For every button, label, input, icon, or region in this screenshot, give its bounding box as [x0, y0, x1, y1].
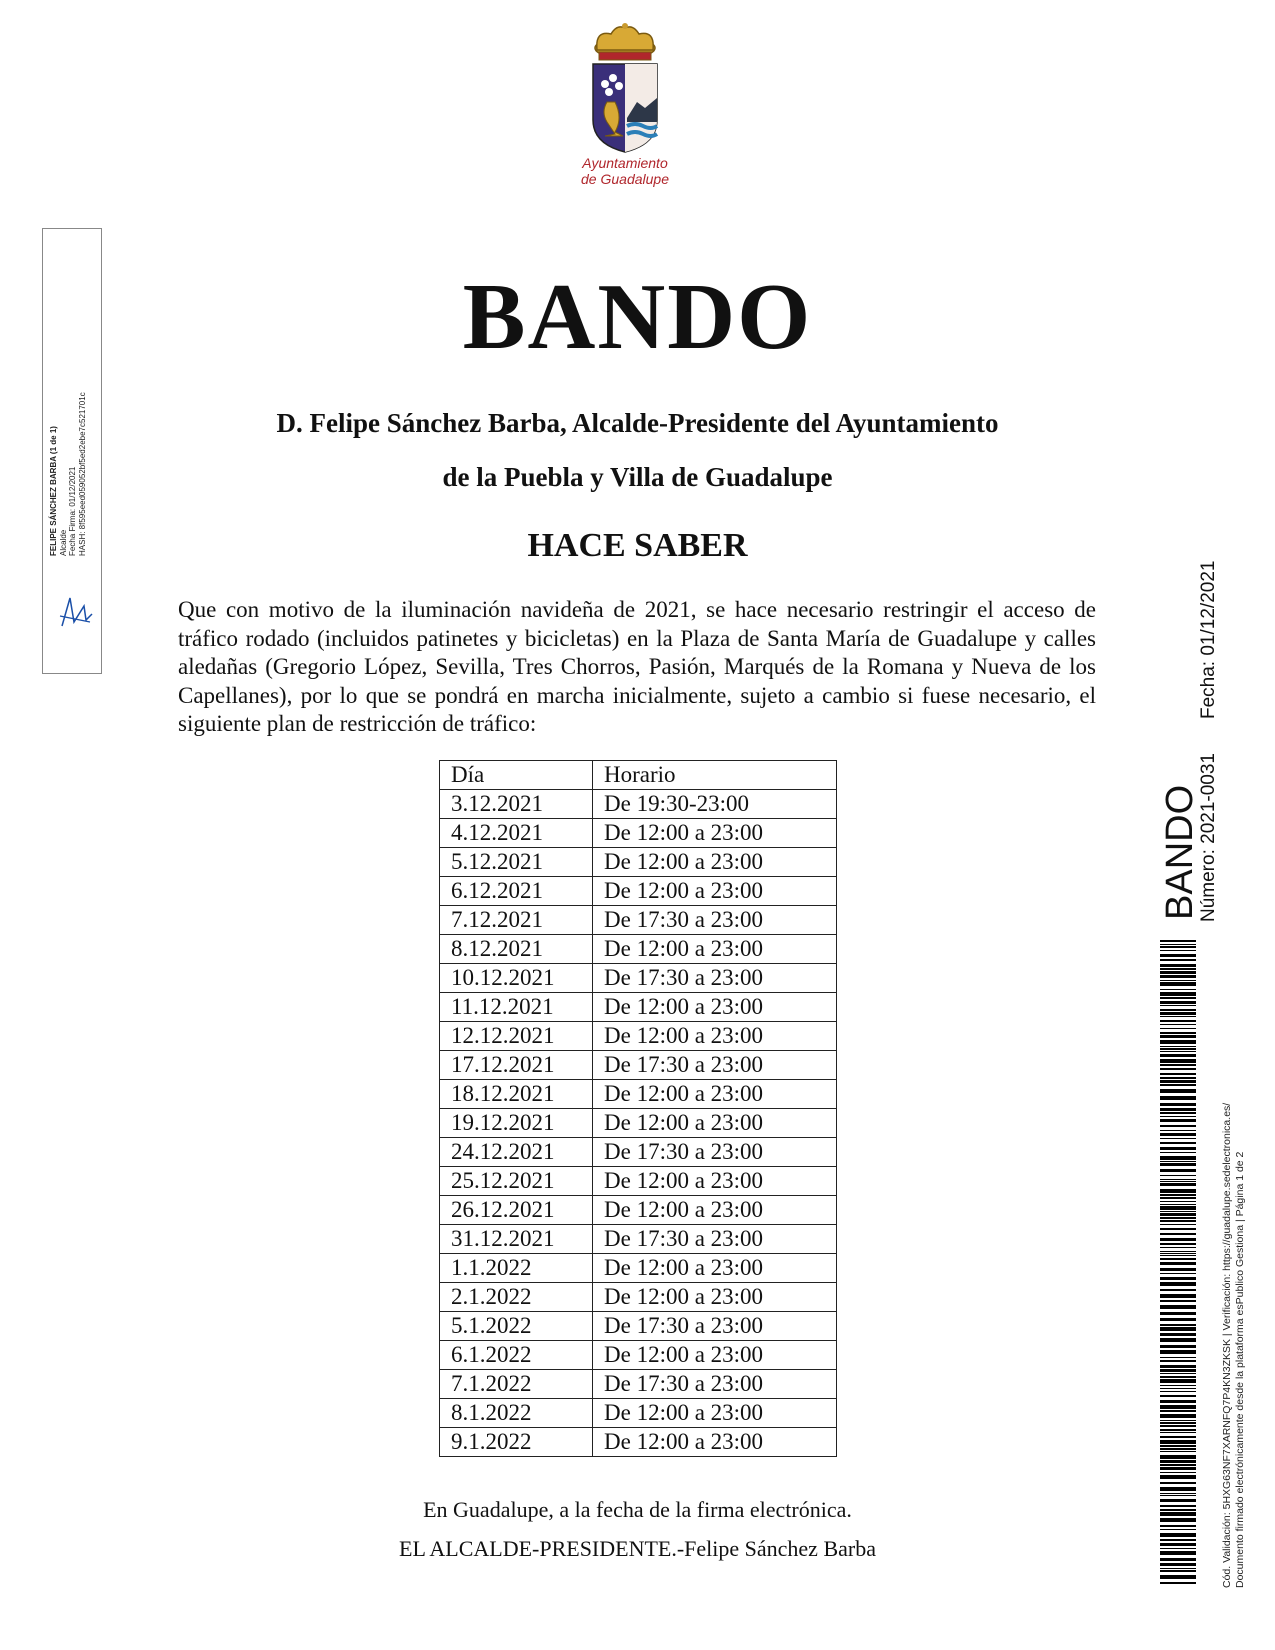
cell-day: 4.12.2021	[440, 819, 593, 848]
cell-schedule: De 12:00 a 23:00	[593, 935, 837, 964]
barcode-bar	[1160, 1152, 1196, 1153]
barcode-bar	[1160, 1543, 1196, 1546]
table-row	[440, 1370, 837, 1399]
side-doc-type: BANDO	[1159, 784, 1201, 920]
barcode-bar	[1160, 1388, 1196, 1389]
barcode-bar	[1160, 1163, 1196, 1166]
barcode-bar	[1160, 1051, 1196, 1052]
barcode-bar	[1160, 1238, 1196, 1241]
barcode-bar	[1160, 1305, 1196, 1309]
barcode-bar	[1160, 1505, 1196, 1507]
barcode-bar	[1160, 971, 1196, 974]
barcode-bar	[1160, 1054, 1196, 1057]
barcode-bar	[1160, 1563, 1196, 1566]
cell-schedule: De 12:00 a 23:00	[593, 819, 837, 848]
barcode-bar	[1160, 1009, 1196, 1011]
cell-day: 9.1.2022	[440, 1428, 593, 1457]
barcode-bar	[1160, 1024, 1196, 1025]
cell-schedule: De 12:00 a 23:00	[593, 877, 837, 906]
barcode-bar	[1160, 1179, 1196, 1180]
barcode-bar	[1160, 1258, 1196, 1260]
side-meta	[1198, 561, 1220, 922]
barcode-bar	[1160, 1220, 1196, 1222]
barcode-bar	[1160, 1204, 1196, 1205]
barcode-bar	[1160, 1253, 1196, 1254]
barcode-bar	[1160, 975, 1196, 978]
logo-line-1: Ayuntamiento	[582, 155, 668, 171]
barcode-bar	[1160, 1169, 1196, 1172]
barcode-bar	[1160, 1096, 1196, 1100]
barcode-bar	[1160, 1373, 1196, 1374]
barcode-bar	[1160, 1487, 1196, 1491]
cell-schedule: De 17:30 a 23:00	[593, 1370, 837, 1399]
barcode-bar	[1160, 950, 1196, 951]
barcode-bar	[1160, 989, 1196, 990]
cell-schedule: De 12:00 a 23:00	[593, 1109, 837, 1138]
closing-signer: EL ALCALDE-PRESIDENTE.-Felipe Sánchez Barba	[399, 1536, 876, 1561]
cell-day: 5.12.2021	[440, 848, 593, 877]
cell-schedule: De 12:00 a 23:00	[593, 1022, 837, 1051]
cell-day: 8.12.2021	[440, 935, 593, 964]
verification-code: Cód. Validación: 5HXG63NF7XARNFQ7P4KN3ZKSK | Verificación: https://guadalupe.sedelectronica.es/	[1221, 1102, 1233, 1588]
subtitle-line-1: D. Felipe Sánchez Barba, Alcalde-Presidente del Ayuntamiento	[276, 408, 999, 438]
subtitle-line-2: de la Puebla y Villa de Guadalupe	[442, 462, 833, 492]
barcode-bar	[1160, 1529, 1196, 1530]
barcode-bar	[1160, 1464, 1196, 1466]
table-row	[440, 1283, 837, 1312]
schedule-table	[439, 760, 837, 1457]
barcode-bar	[1160, 1138, 1196, 1139]
barcode-bar	[1160, 1539, 1196, 1541]
barcode-icon	[1160, 940, 1196, 1588]
table-row	[440, 1109, 837, 1138]
barcode-bar	[1160, 1558, 1196, 1561]
barcode-bar	[1160, 1119, 1196, 1122]
cell-day: 24.12.2021	[440, 1138, 593, 1167]
barcode-bar	[1160, 1211, 1196, 1212]
barcode-bar	[1160, 1084, 1196, 1086]
table-row	[440, 993, 837, 1022]
cell-day: 19.12.2021	[440, 1109, 593, 1138]
barcode-bar	[1160, 1294, 1196, 1298]
barcode-bar	[1160, 1300, 1196, 1302]
barcode-bar	[1160, 1548, 1196, 1549]
cell-day: 7.12.2021	[440, 906, 593, 935]
barcode-bar	[1160, 1125, 1196, 1127]
barcode-bar	[1160, 1436, 1196, 1438]
table-row	[440, 877, 837, 906]
cell-day: 12.12.2021	[440, 1022, 593, 1051]
table-row	[440, 819, 837, 848]
barcode-bar	[1160, 1183, 1196, 1186]
barcode-bar	[1160, 1357, 1196, 1358]
barcode-bar	[1160, 1460, 1196, 1463]
cell-schedule: De 12:00 a 23:00	[593, 1341, 837, 1370]
barcode-bar	[1160, 1032, 1196, 1034]
barcode-bar	[1160, 1440, 1196, 1444]
barcode-bar	[1160, 1289, 1196, 1291]
cell-schedule: De 17:30 a 23:00	[593, 906, 837, 935]
barcode-bar	[1160, 980, 1196, 981]
cell-day: 2.1.2022	[440, 1283, 593, 1312]
barcode-bar	[1160, 1318, 1196, 1321]
barcode-bar	[1160, 1495, 1196, 1496]
side-number: Número: 2021-0031	[1198, 753, 1219, 922]
barcode-bar	[1160, 944, 1196, 945]
barcode-bar	[1160, 1255, 1196, 1256]
barcode-bar	[1160, 1228, 1196, 1230]
barcode-bar	[1160, 982, 1196, 986]
barcode-bar	[1160, 1282, 1196, 1286]
barcode-bar	[1160, 1425, 1196, 1427]
barcode-bar	[1160, 1350, 1196, 1354]
barcode-bar	[1160, 1048, 1196, 1050]
barcode-bar	[1160, 1551, 1196, 1555]
cell-day: 6.12.2021	[440, 877, 593, 906]
barcode-bar	[1160, 1059, 1196, 1063]
verification-text	[1221, 1103, 1247, 1588]
barcode-bar	[1160, 1142, 1196, 1144]
table-row	[440, 964, 837, 993]
cell-day: 1.1.2022	[440, 1254, 593, 1283]
barcode-bar	[1160, 1570, 1196, 1572]
barcode-bar	[1160, 1327, 1196, 1331]
barcode-bar	[1160, 1016, 1196, 1017]
barcode-bar	[1160, 1103, 1196, 1106]
barcode-bar	[1160, 964, 1196, 967]
table-row	[440, 1254, 837, 1283]
barcode-bar	[1160, 946, 1196, 948]
cell-day: 18.12.2021	[440, 1080, 593, 1109]
barcode-bar	[1160, 1247, 1196, 1248]
section-heading: HACE SABER	[527, 527, 748, 564]
cell-day: 5.1.2022	[440, 1312, 593, 1341]
signature-date: Fecha Firma: 01/12/2021	[68, 466, 77, 556]
table-row	[440, 1051, 837, 1080]
barcode-bar	[1160, 1467, 1196, 1470]
barcode-bar	[1160, 1175, 1196, 1176]
barcode-bar	[1160, 992, 1196, 996]
table-row	[440, 1080, 837, 1109]
barcode-bar	[1160, 1420, 1196, 1421]
barcode-bar	[1160, 1224, 1196, 1225]
barcode-bar	[1160, 1410, 1196, 1412]
barcode-bar	[1160, 1512, 1196, 1516]
barcode-bar	[1160, 1472, 1196, 1473]
cell-schedule: De 17:30 a 23:00	[593, 1312, 837, 1341]
table-row	[440, 1428, 837, 1457]
barcode-bar	[1160, 1077, 1196, 1079]
barcode-bar	[1160, 940, 1196, 942]
barcode-bar	[1160, 1243, 1196, 1245]
barcode-bar	[1160, 1116, 1196, 1117]
barcode-bar	[1160, 1213, 1196, 1216]
barcode-bar	[1160, 954, 1196, 957]
barcode-bar	[1160, 1509, 1196, 1511]
cell-schedule: De 12:00 a 23:00	[593, 1167, 837, 1196]
barcode-bar	[1160, 1568, 1196, 1569]
barcode-bar	[1160, 1217, 1196, 1219]
table-row	[440, 1138, 837, 1167]
barcode-bar	[1160, 1518, 1196, 1522]
barcode-bar	[1160, 1360, 1196, 1362]
barcode-bar	[1160, 1475, 1196, 1479]
signature-hash: HASH: 8f595eed059052bf5ed2ebe7c521701c	[77, 392, 87, 556]
signature-name: FELIPE SÁNCHEZ BARBA (1 de 1)	[49, 426, 58, 556]
barcode-bar	[1160, 1365, 1196, 1368]
barcode-bar	[1160, 1197, 1196, 1199]
barcode-bar	[1160, 1400, 1196, 1403]
barcode-bar	[1160, 1073, 1196, 1075]
barcode-bar	[1160, 1338, 1196, 1342]
table-row	[440, 848, 837, 877]
barcode-bar	[1160, 1005, 1196, 1006]
barcode-bar	[1160, 1020, 1196, 1022]
signature-role: Alcalde	[58, 529, 68, 556]
barcode-bar	[1160, 1130, 1196, 1131]
barcode-bar	[1160, 1324, 1196, 1326]
barcode-bar	[1160, 1156, 1196, 1160]
barcode-bar	[1160, 1451, 1196, 1452]
barcode-bar	[1160, 1499, 1196, 1502]
barcode-bar	[1160, 1040, 1196, 1044]
barcode-bar	[1160, 1395, 1196, 1397]
cell-day: 10.12.2021	[440, 964, 593, 993]
barcode-bar	[1160, 1251, 1196, 1252]
barcode-bar	[1160, 1493, 1196, 1494]
cell-schedule: De 19:30-23:00	[593, 790, 837, 819]
cell-schedule: De 17:30 a 23:00	[593, 964, 837, 993]
table-row	[440, 1399, 837, 1428]
barcode-bar	[1160, 968, 1196, 970]
barcode-bar	[1160, 1201, 1196, 1202]
barcode-bar	[1160, 1379, 1196, 1383]
barcode-bar	[1160, 1046, 1196, 1047]
cell-schedule: De 12:00 a 23:00	[593, 1399, 837, 1428]
barcode-bar	[1160, 1277, 1196, 1280]
barcode-bar	[1160, 1268, 1196, 1271]
barcode-bar	[1160, 1112, 1196, 1114]
table-row	[440, 935, 837, 964]
barcode-bar	[1160, 1333, 1196, 1336]
barcode-bar	[1160, 1482, 1196, 1484]
cell-day: 8.1.2022	[440, 1399, 593, 1428]
handwritten-signature-icon	[56, 592, 96, 632]
barcode-bar	[1160, 1455, 1196, 1459]
barcode-bar	[1160, 1068, 1196, 1070]
barcode-bar	[1160, 1028, 1196, 1029]
barcode-bar	[1160, 1064, 1196, 1066]
cell-schedule: De 12:00 a 23:00	[593, 1196, 837, 1225]
barcode-bar	[1160, 1369, 1196, 1372]
barcode-bar	[1160, 1194, 1196, 1196]
barcode-bar	[1160, 1189, 1196, 1193]
barcode-bar	[1160, 1181, 1196, 1182]
barcode-bar	[1160, 1448, 1196, 1450]
issuer-subtitle	[170, 396, 1105, 504]
barcode-bar	[1160, 1035, 1196, 1038]
header-dia: Día	[440, 761, 593, 790]
cell-schedule: De 12:00 a 23:00	[593, 993, 837, 1022]
coat-of-arms-icon	[585, 22, 665, 154]
barcode-bar	[1160, 1108, 1196, 1111]
barcode-bar	[1160, 1001, 1196, 1004]
barcode-bar	[1160, 1405, 1196, 1409]
barcode-bar	[1160, 1206, 1196, 1210]
barcode-bar	[1160, 1533, 1196, 1537]
barcode-bar	[1160, 1161, 1196, 1162]
cell-schedule: De 17:30 a 23:00	[593, 1138, 837, 1167]
cell-schedule: De 17:30 a 23:00	[593, 1225, 837, 1254]
municipal-logo	[555, 22, 695, 186]
cell-schedule: De 12:00 a 23:00	[593, 1428, 837, 1457]
cell-schedule: De 12:00 a 23:00	[593, 1283, 837, 1312]
cell-day: 3.12.2021	[440, 790, 593, 819]
barcode-bar	[1160, 959, 1196, 961]
barcode-bar	[1160, 1575, 1196, 1579]
cell-day: 7.1.2022	[440, 1370, 593, 1399]
barcode-bar	[1160, 1089, 1196, 1093]
barcode-bar	[1160, 1262, 1196, 1265]
table-row	[440, 906, 837, 935]
barcode-bar	[1160, 1414, 1196, 1418]
cell-day: 17.12.2021	[440, 1051, 593, 1080]
barcode-bar	[1160, 1233, 1196, 1235]
barcode-bar	[1160, 997, 1196, 999]
barcode-bar	[1160, 1429, 1196, 1431]
table-row	[440, 1167, 837, 1196]
barcode-bar	[1160, 1012, 1196, 1015]
cell-day: 31.12.2021	[440, 1225, 593, 1254]
cell-schedule: De 17:30 a 23:00	[593, 1051, 837, 1080]
barcode-bar	[1160, 1385, 1196, 1386]
barcode-bar	[1160, 1273, 1196, 1274]
table-row	[440, 1196, 837, 1225]
table-row	[440, 1225, 837, 1254]
closing-place-date: En Guadalupe, a la fecha de la firma electrónica.	[423, 1497, 852, 1522]
header-horario: Horario	[593, 761, 837, 790]
table-row	[440, 1341, 837, 1370]
barcode-bar	[1160, 1525, 1196, 1527]
barcode-bar	[1160, 1133, 1196, 1136]
body-paragraph: Que con motivo de la iluminación navideña de 2021, se hace necesario restringir el acceso de tráfico rodado (incluidos patinetes y bicicletas) en la Plaza de Santa María de Guadalupe y calles aledañas (Gregorio López, Sevilla, Tres Chorros, Pasión, Marqués de la Romana y Nueva de los Capellanes), por lo que se pondrá en marcha inicialmente, sujeto a cambio si fuese necesario, el siguiente plan de restricción de tráfico:	[178, 597, 1096, 737]
platform-note: Documento firmado electrónicamente desde la plataforma esPublico Gestiona | Página 1 de 2	[1234, 1151, 1246, 1588]
document-title: BANDO	[462, 265, 813, 369]
barcode-bar	[1160, 1147, 1196, 1150]
cell-day: 6.1.2022	[440, 1341, 593, 1370]
logo-line-2: de Guadalupe	[581, 171, 669, 187]
table-row	[440, 1312, 837, 1341]
barcode-bar	[1160, 1376, 1196, 1378]
barcode-bar	[1160, 1432, 1196, 1433]
barcode-bar	[1160, 1422, 1196, 1424]
cell-day: 26.12.2021	[440, 1196, 593, 1225]
table-row	[440, 1022, 837, 1051]
barcode-bar	[1160, 1312, 1196, 1315]
schedule-body	[440, 761, 837, 1457]
barcode-bar	[1160, 1345, 1196, 1348]
schedule-header-row	[440, 761, 837, 790]
table-row	[440, 790, 837, 819]
barcode-bar	[1160, 1080, 1196, 1083]
barcode-bar	[1160, 1391, 1196, 1392]
cell-schedule: De 12:00 a 23:00	[593, 848, 837, 877]
cell-schedule: De 12:00 a 23:00	[593, 1080, 837, 1109]
cell-schedule: De 12:00 a 23:00	[593, 1254, 837, 1283]
barcode-bar	[1160, 1582, 1196, 1584]
cell-day: 25.12.2021	[440, 1167, 593, 1196]
barcode-bar	[1160, 1445, 1196, 1447]
side-date: Fecha: 01/12/2021	[1198, 560, 1219, 719]
cell-day: 11.12.2021	[440, 993, 593, 1022]
